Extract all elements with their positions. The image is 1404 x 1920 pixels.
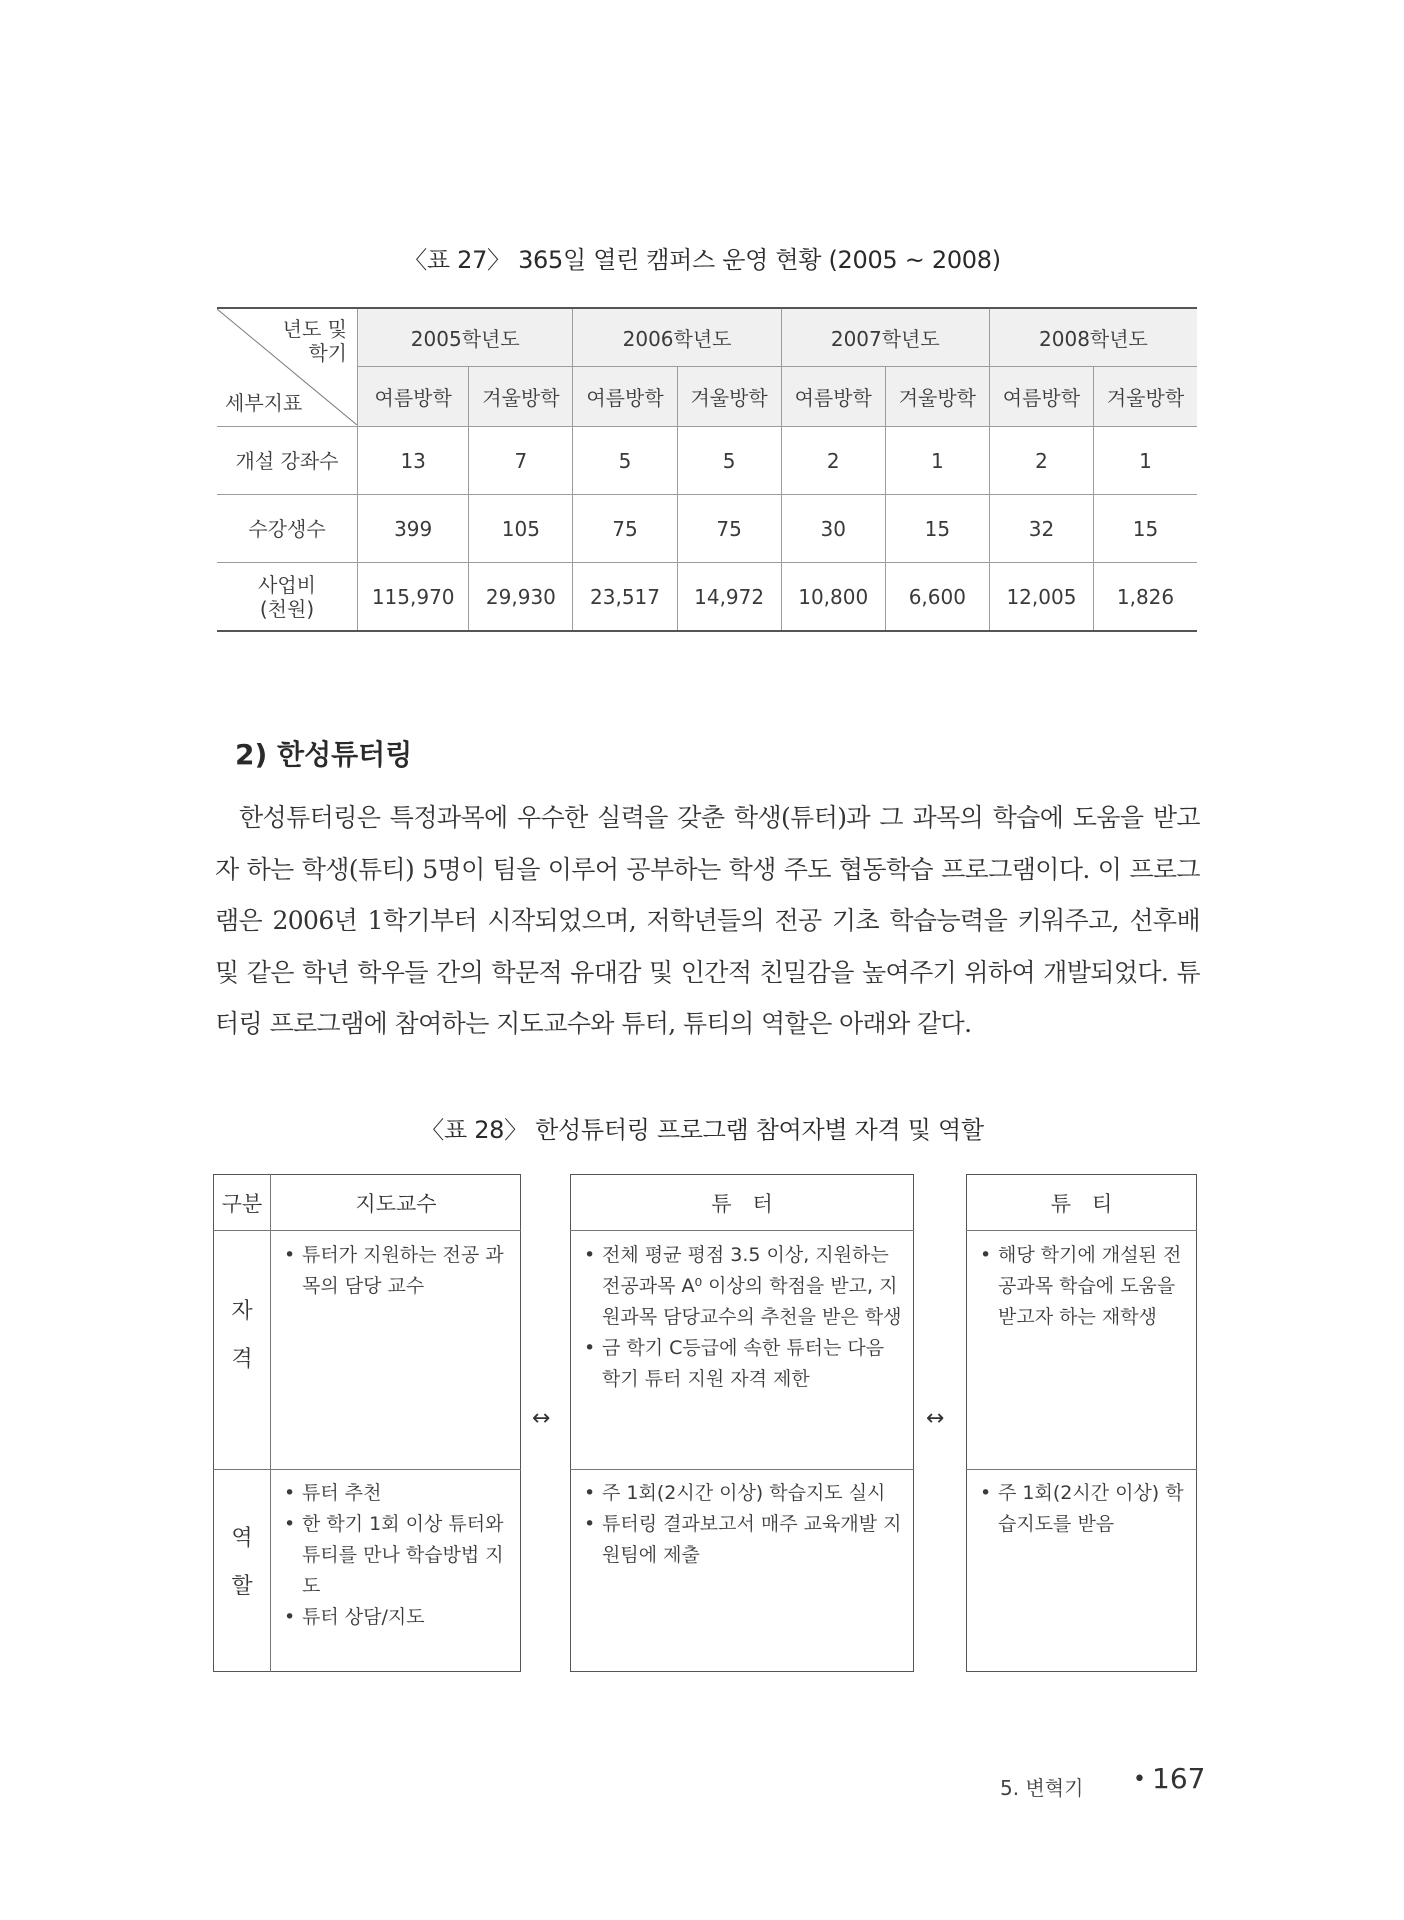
year-header: 2005학년도 <box>358 308 573 367</box>
row-label: 개설 강좌수 <box>217 427 358 495</box>
table-row <box>217 495 1197 563</box>
table-cell: 14,972 <box>677 563 781 632</box>
term-header: 겨울방학 <box>469 367 573 427</box>
tutee-qualification <box>976 1240 1190 1333</box>
page-number: 167 <box>1152 1762 1206 1795</box>
term-header: 여름방학 <box>358 367 469 427</box>
list-item: • 튜터가 지원하는 전공 과목의 담당 교수 <box>280 1240 516 1302</box>
table-cell: 6,600 <box>885 563 989 632</box>
term-header: 여름방학 <box>573 367 677 427</box>
year-header: 2007학년도 <box>781 308 989 367</box>
divider <box>570 1230 914 1231</box>
year-header: 2008학년도 <box>989 308 1197 367</box>
table-cell: 399 <box>358 495 469 563</box>
table28-caption: 〈표 28〉 한성튜터링 프로그램 참여자별 자격 및 역할 <box>420 1116 984 1144</box>
table27-caption: 〈표 27〉 365일 열린 캠퍼스 운영 현황 (2005 ~ 2008) <box>403 246 1001 274</box>
table-cell: 2 <box>989 427 1093 495</box>
table-cell: 15 <box>1094 495 1198 563</box>
list-item: • 한 학기 1회 이상 튜터와 튜티를 만나 학습방법 지도 <box>280 1509 516 1602</box>
tutee-role <box>976 1478 1190 1540</box>
term-header: 겨울방학 <box>1094 367 1198 427</box>
table-cell: 30 <box>781 495 885 563</box>
tutor-qualification <box>580 1240 906 1395</box>
list-item: • 주 1회(2시간 이상) 학습지도를 받음 <box>976 1478 1190 1540</box>
divider <box>213 1469 521 1470</box>
list-item: • 전체 평균 평점 3.5 이상, 지원하는 전공과목 A⁰ 이상의 학점을 받고, 지원과목 담당교수의 추천을 받은 학생 <box>580 1240 906 1333</box>
list-item: • 주 1회(2시간 이상) 학습지도 실시 <box>580 1478 906 1509</box>
table-cell: 12,005 <box>989 563 1093 632</box>
header-tutee: 튜 티 <box>1050 1192 1113 1216</box>
table27-corner-header <box>217 308 358 427</box>
term-header: 여름방학 <box>989 367 1093 427</box>
section-title: 2) 한성튜터링 <box>235 738 413 771</box>
label-qualification: 자 격 <box>231 1299 253 1372</box>
header-gubun: 구분 <box>221 1192 263 1216</box>
divider <box>966 1469 1197 1470</box>
corner-top-label: 년도 및 학기 <box>282 317 347 365</box>
list-item: • 해당 학기에 개설된 전공과목 학습에 도움을 받고자 하는 재학생 <box>976 1240 1190 1333</box>
table-cell: 23,517 <box>573 563 677 632</box>
table-cell: 13 <box>358 427 469 495</box>
table-cell: 10,800 <box>781 563 885 632</box>
table-cell: 29,930 <box>469 563 573 632</box>
professor-role <box>280 1478 516 1633</box>
table-cell: 5 <box>677 427 781 495</box>
header-professor: 지도교수 <box>355 1192 437 1216</box>
list-item: • 튜터 상담/지도 <box>280 1602 516 1633</box>
divider <box>213 1230 521 1231</box>
body-paragraph: 한성튜터링은 특정과목에 우수한 실력을 갖춘 학생(튜터)과 그 과목의 학습에 도움을 받고자 하는 학생(튜티) 5명이 팀을 이루어 공부하는 학생 주도 협동학습 프로그램이다. 이 프로그램은 2006년 1학기부터 시작되었으며, 저학년들의 전공 기초 학습능력을 키워주고, 선후배 및 같은 학년 학우들 간의 학문적 유대감 및 인간적 친밀감을 높여주기 위하여 개발되었다. 튜터링 프로그램에 참여하는 지도교수와 튜터, 튜티의 역할은 아래와 같다. <box>215 803 1200 1038</box>
footer-bullet: • <box>1133 1767 1146 1792</box>
list-item: • 튜터 추천 <box>280 1478 516 1509</box>
term-header: 여름방학 <box>781 367 885 427</box>
table-cell: 2 <box>781 427 885 495</box>
table-cell: 15 <box>885 495 989 563</box>
label-role: 역 할 <box>231 1526 253 1599</box>
list-item: • 금 학기 C등급에 속한 튜터는 다음 학기 튜터 지원 자격 제한 <box>580 1333 906 1395</box>
table-cell: 32 <box>989 495 1093 563</box>
term-header: 겨울방학 <box>885 367 989 427</box>
table-cell: 75 <box>677 495 781 563</box>
header-tutor: 튜 터 <box>711 1192 773 1216</box>
term-header: 겨울방학 <box>677 367 781 427</box>
year-header: 2006학년도 <box>573 308 781 367</box>
table27 <box>217 307 1197 632</box>
table-cell: 115,970 <box>358 563 469 632</box>
double-arrow-icon: ↔ <box>532 1406 551 1431</box>
corner-bottom-label: 세부지표 <box>225 391 303 415</box>
professor-qualification <box>280 1240 516 1302</box>
table-cell: 105 <box>469 495 573 563</box>
tutor-role <box>580 1478 906 1571</box>
table-cell: 1,826 <box>1094 563 1198 632</box>
table-cell: 1 <box>1094 427 1198 495</box>
divider <box>966 1230 1197 1231</box>
row-label: 수강생수 <box>217 495 358 563</box>
divider <box>570 1469 914 1470</box>
table-cell: 75 <box>573 495 677 563</box>
table-row <box>217 563 1197 632</box>
double-arrow-icon: ↔ <box>926 1406 945 1431</box>
table-row <box>217 427 1197 495</box>
row-label: 사업비 (천원) <box>217 563 358 632</box>
table-cell: 7 <box>469 427 573 495</box>
footer-section-label: 5. 변혁기 <box>1000 1776 1084 1800</box>
list-item: • 튜터링 결과보고서 매주 교육개발 지원팀에 제출 <box>580 1509 906 1571</box>
table-cell: 5 <box>573 427 677 495</box>
table-cell: 1 <box>885 427 989 495</box>
